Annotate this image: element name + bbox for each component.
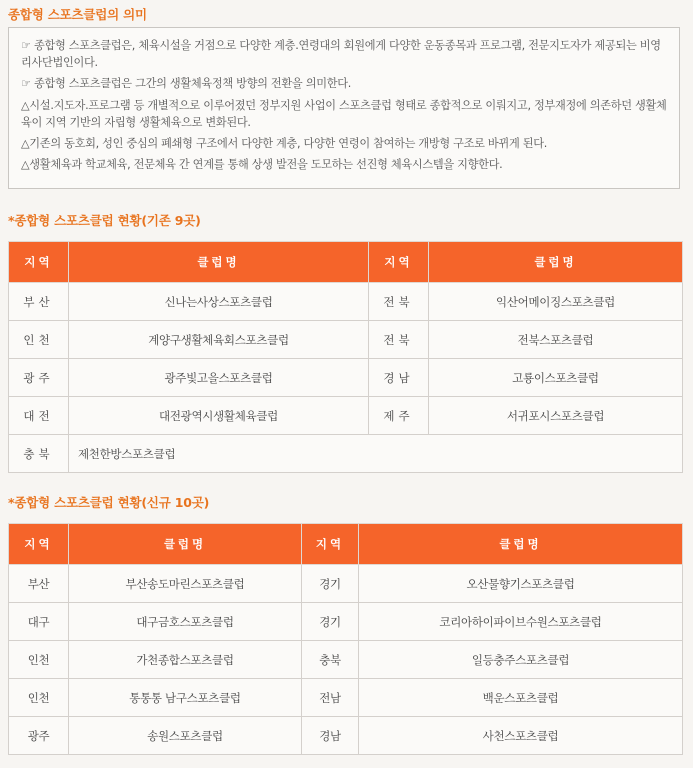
region-cell: 인천 — [9, 641, 69, 679]
header-region: 지역 — [9, 524, 69, 565]
existing-clubs-table — [8, 241, 683, 473]
club-name-cell: 광주빛고을스포츠클럽 — [69, 359, 369, 397]
club-name-cell: 백운스포츠클럽 — [359, 679, 683, 717]
header-club-name: 클럽명 — [69, 524, 302, 565]
region-cell: 경기 — [302, 603, 359, 641]
header-region: 지역 — [9, 242, 69, 283]
region-cell: 광주 — [9, 717, 69, 755]
table-row — [9, 717, 683, 755]
club-name-cell: 통통통 남구스포츠클럽 — [69, 679, 302, 717]
region-cell: 충북 — [302, 641, 359, 679]
club-name-cell: 제천한방스포츠클럽 — [69, 435, 683, 473]
table-header-row — [9, 524, 683, 565]
region-cell: 경남 — [369, 359, 429, 397]
intro-paragraph: ☞ 종합형 스포츠클럽은, 체육시설을 거점으로 다양한 계층.연령대의 회원에게 다양한 운동종목과 프로그램, 전문지도자가 제공되는 비영리사단법인이다. — [21, 39, 661, 70]
table-header-row — [9, 242, 683, 283]
table-row — [9, 603, 683, 641]
club-name-cell: 계양구생활체육회스포츠클럽 — [69, 321, 369, 359]
club-name-cell: 송원스포츠클럽 — [69, 717, 302, 755]
club-name-cell: 고룡이스포츠클럽 — [429, 359, 683, 397]
intro-paragraph: ☞ 종합형 스포츠클럽은 그간의 생활체육정책 방향의 전환을 의미한다. — [21, 77, 351, 91]
header-club-name: 클럽명 — [359, 524, 683, 565]
table-row — [9, 641, 683, 679]
region-cell: 전북 — [369, 283, 429, 321]
club-name-cell: 서귀포시스포츠클럽 — [429, 397, 683, 435]
club-name-cell: 신나는사상스포츠클럽 — [69, 283, 369, 321]
region-cell: 대구 — [9, 603, 69, 641]
club-name-cell: 대구금호스포츠클럽 — [69, 603, 302, 641]
region-cell: 인천 — [9, 679, 69, 717]
table-row — [9, 679, 683, 717]
region-cell: 경기 — [302, 565, 359, 603]
club-name-cell: 부산송도마린스포츠클럽 — [69, 565, 302, 603]
new-clubs-table — [8, 523, 683, 755]
region-cell: 제주 — [369, 397, 429, 435]
table-row — [9, 565, 683, 603]
club-name-cell: 오산물향기스포츠클럽 — [359, 565, 683, 603]
header-club-name: 클럽명 — [429, 242, 683, 283]
section-title-existing: *종합형 스포츠클럽 현황(기존 9곳) — [8, 213, 201, 228]
table-row — [9, 283, 683, 321]
region-cell: 전북 — [369, 321, 429, 359]
intro-paragraph: △시설.지도자.프로그램 등 개별적으로 이루어졌던 정부지원 사업이 스포츠클럽 형태로 종합적으로 이뤄지고, 정부재정에 의존하던 생활체육이 지역 기반의 자립형 생활체육으로 변화된다. — [21, 98, 667, 129]
section-title-meaning: 종합형 스포츠클럽의 의미 — [8, 7, 147, 22]
region-cell: 부산 — [9, 283, 69, 321]
header-club-name: 클럽명 — [69, 242, 369, 283]
club-name-cell: 전북스포츠클럽 — [429, 321, 683, 359]
club-name-cell: 일등충주스포츠클럽 — [359, 641, 683, 679]
table-row — [9, 359, 683, 397]
table-row — [9, 435, 683, 473]
table-row — [9, 397, 683, 435]
section-title-new: *종합형 스포츠클럽 현황(신규 10곳) — [8, 495, 210, 510]
intro-box — [8, 27, 680, 189]
club-name-cell: 사천스포츠클럽 — [359, 717, 683, 755]
table-row — [9, 321, 683, 359]
region-cell: 경남 — [302, 717, 359, 755]
region-cell: 인천 — [9, 321, 69, 359]
region-cell: 대전 — [9, 397, 69, 435]
intro-paragraph: △기존의 동호회, 성인 중심의 폐쇄형 구조에서 다양한 계층, 다양한 연령이 참여하는 개방형 구조로 바뀌게 된다. — [21, 137, 547, 151]
region-cell: 부산 — [9, 565, 69, 603]
club-name-cell: 익산어메이징스포츠클럽 — [429, 283, 683, 321]
region-cell: 충북 — [9, 435, 69, 473]
club-name-cell: 코리아하이파이브수원스포츠클럽 — [359, 603, 683, 641]
header-region: 지역 — [369, 242, 429, 283]
intro-paragraph: △생활체육과 학교체육, 전문체육 간 연계를 통해 상생 발전을 도모하는 선진형 체육시스템을 지향한다. — [21, 158, 503, 172]
club-name-cell: 가천종합스포츠클럽 — [69, 641, 302, 679]
club-name-cell: 대전광역시생활체육클럽 — [69, 397, 369, 435]
region-cell: 전남 — [302, 679, 359, 717]
header-region: 지역 — [302, 524, 359, 565]
region-cell: 광주 — [9, 359, 69, 397]
